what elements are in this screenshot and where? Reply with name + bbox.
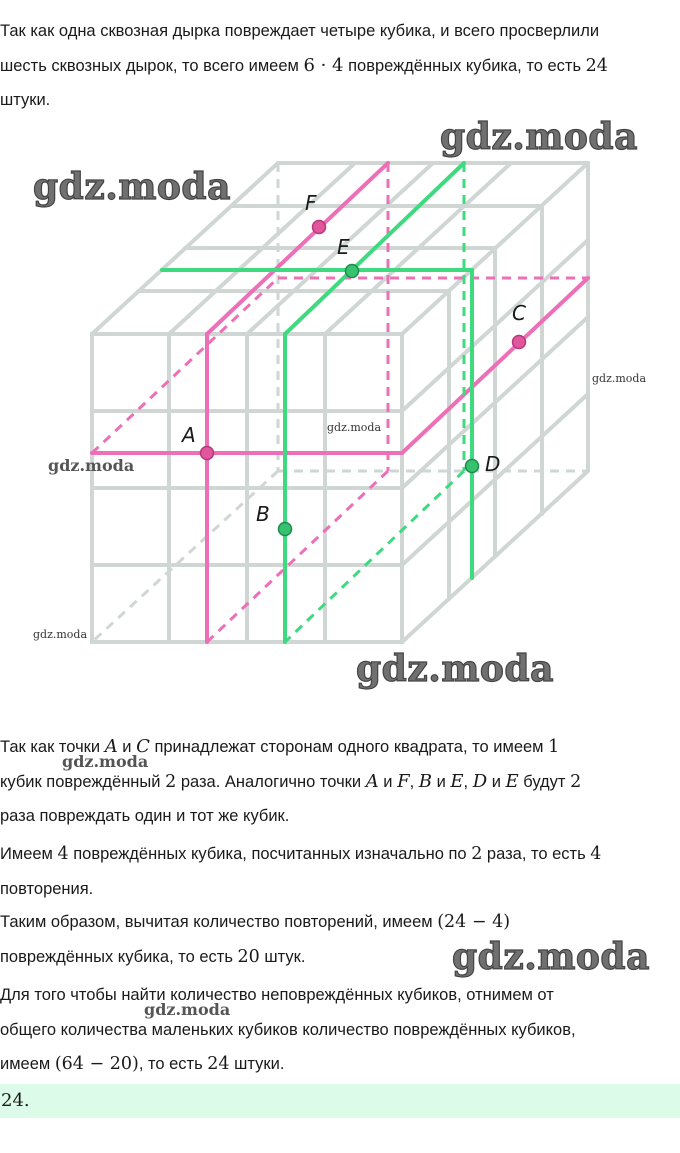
text: штук. (259, 947, 306, 966)
text-line: Так как одна сквозная дырка повреждает четыре кубика, и всего просверлили (0, 22, 600, 40)
label-c: C (512, 301, 526, 325)
text-line: Для того чтобы найти количество неповреждённых кубиков, отнимем от (0, 986, 554, 1004)
math: E (505, 770, 519, 792)
text: кубик повреждённый (0, 772, 166, 791)
label-b: B (256, 502, 270, 526)
text: , (463, 772, 473, 791)
points-paragraph (0, 730, 680, 834)
watermark: gdz.moda (327, 421, 382, 434)
text: шесть сквозных дырок, то всего имеем (0, 56, 304, 75)
point-b (279, 523, 292, 536)
watermark: gdz.moda (33, 628, 88, 641)
watermark: gdz.moda (62, 752, 149, 771)
text-line: штуки. (0, 91, 51, 109)
math: (24 − 4) (437, 912, 511, 932)
point-a (201, 447, 214, 460)
text-line (0, 905, 680, 940)
text-line: раза повреждать один и тот же кубик. (0, 807, 290, 825)
math: E (450, 770, 464, 792)
math: 4 (590, 844, 602, 864)
text: будут (518, 772, 571, 791)
math: 1 (548, 737, 560, 757)
text: штуки. (229, 1055, 285, 1073)
math: F (397, 770, 410, 792)
watermark: gdz.moda (144, 1000, 231, 1019)
math: 20 (237, 946, 260, 967)
text: повреждённых кубика, посчитанных изначально по (68, 845, 472, 863)
answer-value: 24. (1, 1090, 30, 1111)
text: Таким образом, вычитая количество повторений, имеем (0, 913, 438, 931)
answer-box (0, 1084, 680, 1118)
text: и (378, 772, 398, 791)
text: принадлежат сторонам одного квадрата, то имеем (149, 738, 549, 756)
math: 2 (570, 771, 582, 792)
text-line (0, 837, 680, 872)
text: и (487, 772, 506, 791)
math: 6 · 4 (303, 54, 344, 76)
point-d (466, 460, 479, 473)
math: C (136, 736, 150, 757)
math: (64 − 20) (54, 1054, 139, 1074)
text: , (409, 772, 419, 791)
text: раза, то есть (482, 845, 591, 863)
text: Так как точки (0, 738, 105, 756)
label-a: A (182, 423, 196, 447)
watermark: gdz.moda (356, 648, 554, 690)
text: и (117, 738, 137, 756)
math: 24 (207, 1054, 230, 1074)
text: повреждённых кубика, то есть (0, 947, 238, 966)
final-paragraph (0, 978, 680, 1082)
text-line (0, 1047, 680, 1082)
math: D (472, 770, 488, 792)
text: Имеем (0, 845, 58, 863)
text-line: повторения. (0, 879, 94, 898)
math: 24 (585, 55, 608, 76)
watermark: gdz.moda (33, 166, 231, 208)
text: имеем (0, 1055, 55, 1073)
text: раза. Аналогично точки (176, 772, 366, 791)
text: , то есть (138, 1055, 208, 1073)
label-d: D (485, 452, 501, 476)
watermark: gdz.moda (452, 936, 650, 978)
text-line: общего количества маленьких кубиков количество повреждённых кубиков, (0, 1020, 576, 1039)
watermark: gdz.moda (592, 372, 647, 385)
math: 2 (165, 771, 177, 792)
text: и (431, 772, 451, 791)
math: B (418, 770, 432, 792)
point-f (313, 221, 326, 234)
point-e (346, 265, 359, 278)
math: 2 (471, 844, 483, 864)
text: повреждённых кубика, то есть (343, 56, 586, 75)
label-e: E (337, 235, 350, 259)
point-c (513, 336, 526, 349)
math: 4 (57, 844, 69, 864)
math: A (104, 736, 118, 757)
watermark: gdz.moda (440, 116, 638, 158)
label-f: F (305, 191, 317, 215)
repeats-paragraph (0, 837, 680, 906)
math: A (365, 770, 379, 792)
watermark: gdz.moda (48, 456, 135, 475)
